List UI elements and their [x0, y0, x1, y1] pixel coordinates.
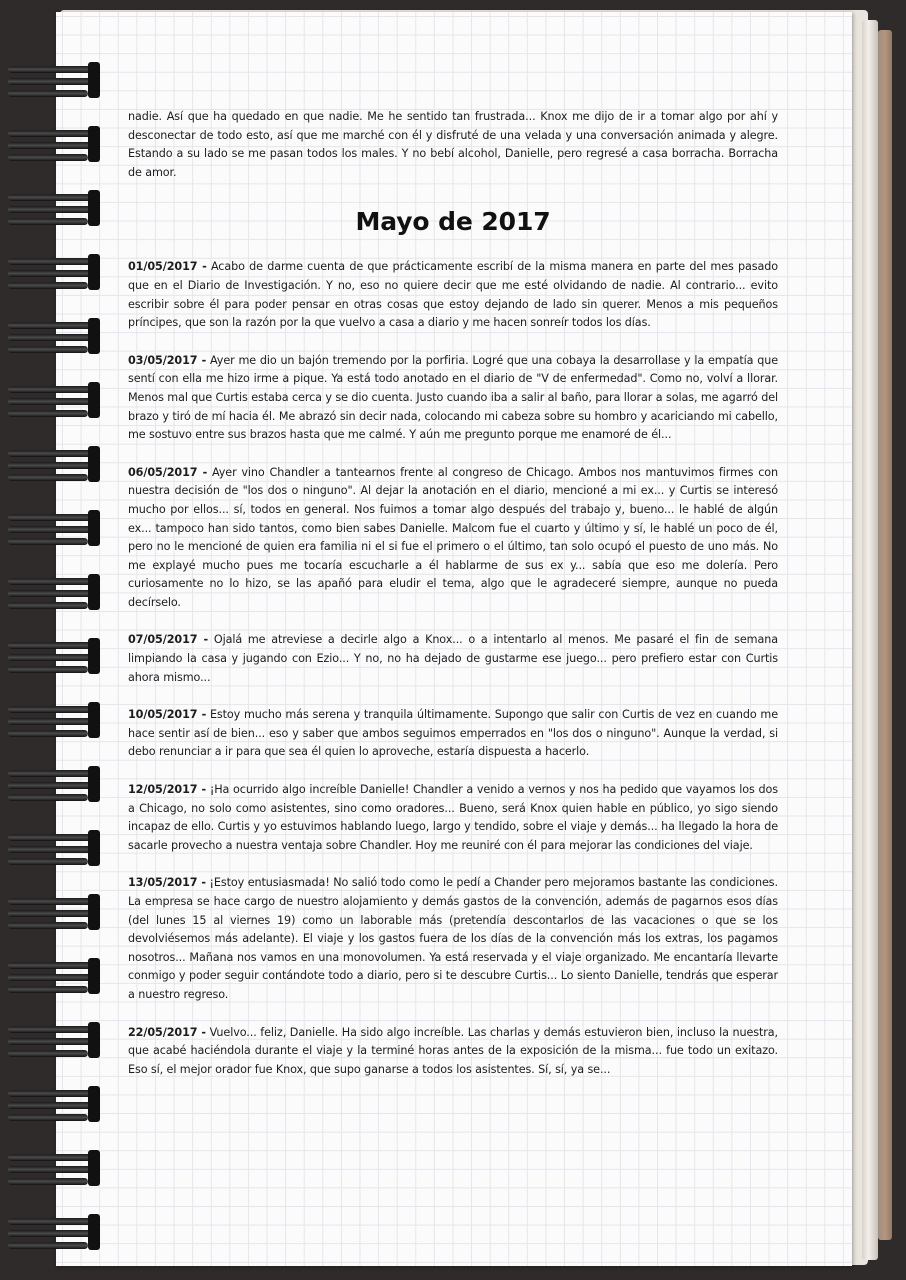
- spiral-ring: [8, 1018, 100, 1060]
- spiral-ring: [8, 762, 100, 804]
- diary-entry: [128, 258, 778, 332]
- intro-paragraph: nadie. Así que ha quedado en que nadie. Me he sentido tan frustrada... Knox me dijo de ir a tomar algo por ahí y desconectar de todo esto, así que me marché con él y disfruté de una velada y una conversación animada y alegre. Estando a su lado se me pasan todos los males. Y no bebí alcohol, Danielle, pero regresé a casa borracha. Borracha de amor.: [128, 110, 778, 179]
- spiral-ring: [8, 314, 100, 356]
- diary-entry: [128, 874, 778, 1004]
- spiral-ring: [8, 890, 100, 932]
- page-edge: [862, 20, 878, 1260]
- diary-entry: [128, 1024, 778, 1080]
- diary-entry: [128, 464, 778, 613]
- spiral-ring: [8, 506, 100, 548]
- entry-date: 03/05/2017 -: [128, 353, 207, 367]
- spiral-ring: [8, 634, 100, 676]
- entry-date: 06/05/2017 -: [128, 465, 208, 479]
- spiral-ring: [8, 186, 100, 228]
- entry-text: Estoy mucho más serena y tranquila últimamente. Supongo que salir con Curtis de vez en cuando me hace sentir así de bien... eso y saber que ambos seguimos emperrados en "los dos o ninguno". Aunque la verdad, si debo renunciar a ir para que sea él quien lo aproveche, estaría dispuesta a hacerlo.: [128, 708, 778, 759]
- entry-text: Ayer me dio un bajón tremendo por la porfiria. Logré que una cobaya la desarrollase y la empatía que sentí con ella me hizo irme a pique. Ya está todo anotado en el diario de "V de enfermedad". Como no, volví a llorar. Menos mal que Curtis estaba cerca y se dio cuenta. Justo cuando iba a salir al baño, para llorar a solas, me agarró del brazo y tiró de mí hacia él. Me abrazó sin decir nada, colocando mi cabeza sobre su hombro y acariciando mi cabello, me sostuvo entre sus brazos hasta que me calmé. Y aún me pregunto porque me enamoré de él...: [128, 353, 778, 442]
- entry-text: Ojalá me atreviese a decirle algo a Knox... o a intentarlo al menos. Me pasaré el fin de semana limpiando la casa y jugando con Ezio... Y no, no ha dejado de gustarme ese juego... pero prefiero estar con Curtis ahora mismo...: [128, 633, 778, 684]
- entry-text: Vuelvo... feliz, Danielle. Ha sido algo increíble. Las charlas y demás estuvieron bien, incluso la nuestra, que acabé haciéndola durante el viaje y la terminé horas antes de la exposición de la misma... fue todo un exitazo. Eso sí, el mejor orador fue Knox, que supo ganarse a todos los asistentes. Sí, sí, ya se...: [128, 1025, 778, 1076]
- entry-text: ¡Estoy entusiasmada! No salió todo como le pedí a Chander pero mejoramos bastante las condiciones. La empresa se hace cargo de nuestro alojamiento y demás gastos de la convención, además de pagarnos esos días (del lunes 15 al viernes 19) como un laborable más (pretendía descontarlos de las vacaciones o que se los devolviésemos más adelante). El viaje y los gastos fuera de los días de la convención más los extras, los pagamos nosotros... Mañana nos vamos en una monovolumen. Ya está reservada y el viaje organizado. Me encantaría llevarte conmigo y poder seguir contándote todo a diario, pero si te descubre Curtis... Lo siento Danielle, tendrás que esperar a nuestro regreso.: [128, 876, 778, 1001]
- spiral-ring: [8, 1082, 100, 1124]
- entry-date: 22/05/2017 -: [128, 1025, 206, 1039]
- entry-text: Acabo de darme cuenta de que prácticamente escribí de la misma manera en parte del mes pasado que en el Diario de Investigación. Y no, eso no quiere decir que me esté olvidando de nadie. Al contrario... evito escribir sobre él para poder pensar en otras cosas que estoy dejando de lado sin querer. Menos a mis pequeños príncipes, que son la razón por la que vuelvo a casa a diario y me hacen sonreír todos los días.: [128, 260, 778, 330]
- diary-entry: [128, 706, 778, 762]
- spiral-ring: [8, 954, 100, 996]
- spiral-ring: [8, 250, 100, 292]
- spiral-ring: [8, 1146, 100, 1188]
- diary-entries: [128, 258, 778, 1079]
- spiral-ring: [8, 1210, 100, 1252]
- spiral-ring: [8, 58, 100, 100]
- entry-text: Ayer vino Chandler a tantearnos frente al congreso de Chicago. Ambos nos mantuvimos firmes con nuestra decisión de "los dos o ninguno". Al dejar la anotación en el diario, mencioné a mi ex... y Curtis se interesó mucho por ellos... sí, todos en general. Nos fuimos a tomar algo después del trabajo y, bueno... le hablé de algún ex... tampoco han sido tantos, como bien sabes Danielle. Malcom fue el cuarto y último y sí, le hablé un poco de él, pero no le mencioné de quien era familia ni el si fue el primero o el último, tan solo ocupó el puesto de uno más. No me explayé mucho pues me tocaría escucharle a él hablarme de sus ex y... sabía que eso me dolería. Pero curiosamente no lo hizo, se las apañó para eludir el tema, algo que le agradeceré siempre, aunque no pueda decírselo.: [128, 465, 778, 609]
- diary-entry: [128, 352, 778, 445]
- page-title: Mayo de 2017: [355, 207, 551, 237]
- diary-entry: [128, 781, 778, 855]
- diary-entry: [128, 631, 778, 687]
- entry-date: 07/05/2017 -: [128, 633, 209, 647]
- entry-date: 12/05/2017 -: [128, 783, 207, 797]
- spiral-binding: [0, 0, 110, 1280]
- page-content: [128, 108, 778, 1098]
- spiral-ring: [8, 122, 100, 164]
- entry-text: ¡Ha ocurrido algo increíble Danielle! Chandler a venido a vernos y nos ha pedido que vayamos los dos a Chicago, no solo como asistentes, sino como oradores... Bueno, será Knox quien hable en público, yo sigo siendo incapaz de ello. Curtis y yo estuvimos hablando luego, largo y tendido, sobre el viaje y demás... ha llegado la hora de sacarle provecho a nuestra ventaja sobre Chandler. Hoy me reuniré con él para mejorar las condiciones del viaje.: [128, 783, 778, 852]
- entry-date: 13/05/2017 -: [128, 876, 206, 890]
- entry-date: 01/05/2017 -: [128, 260, 207, 274]
- page-edge-colored: [878, 30, 892, 1240]
- spiral-ring: [8, 442, 100, 484]
- spiral-ring: [8, 826, 100, 868]
- spiral-ring: [8, 570, 100, 612]
- spiral-ring: [8, 378, 100, 420]
- entry-date: 10/05/2017 -: [128, 708, 207, 722]
- spiral-ring: [8, 698, 100, 740]
